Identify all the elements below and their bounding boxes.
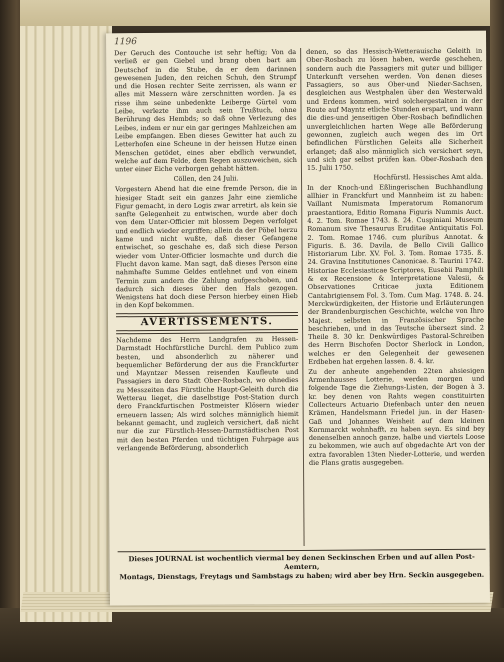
advertisement-paragraph: Nachdeme des Herrn Landgrafen zu Hessen-Darmstadt Hochfürstliche Durchl. dem Publico zum besten, und absonderlich zu näherer und bequemlicher Beförderung der aus die Franckfurter und Mayntzer Messen reisenden Kaufleute und Passagiers in dero Stadt Ober-Rosbach, wo ohnedies zu Messzeiten das Fürstliche Haupt-Geleith durch die Wetterau lieget, die daselbstige Post-Station durch dero Franckfurtischen Postmeister Klösern wieder erneuern lassen; Als wird solches männiglich hiemit bekannt gemacht, und zugleich versichert, daß nicht nur die zur Fürstlich-Hessen-Darmstädtischen Post mit den besten Pferden und tüchtigen Fuhrpage aus verlangende Beförderung, absonderlich	[116, 334, 299, 453]
news-paragraph: Der Geruch des Contouche ist sehr heftig; Von da verließ er gen Giebel und brang oben bart am Deutschof in die Stube, da er dem darinnen gewesenen Juden, den reichen Schuh, den Strumpf und die Hosen rechter Seite zerrissen, als wann er alles mit Messern wäre zerschnitten worden. Ja es risse ihm seine unbedenkte Leiberge Gürtel vom Leibe, verlezte ihm auch sein Trußtuch, ohne Berührung des Hembds; so daß ohne Verlezung des Leibes, indem er nur ein gar geringes Mahlzeichen am Leibe empfangen. Eben dieses Gewitter hat auch zu Letterhofen eine Scheune in der heissen Hutze einen Menschen getödet, eines aber ebdlich verwundet, welche auf dem Felde, dem Regen auszuweichen, sich unter einer Eiche verborgen gehabt hätten.	[114, 48, 297, 174]
news-paragraph: Vorgestern Abend hat die eine fremde Person, die in hiesiger Stadt seit ein ganzes Jahr eine ziemliche Figur gemacht, in dero Logis zwar arretirt, als kein sie sanfte Gelegenheit zu entwischen, wurde aber doch von dem Unter-Officier mit blossem Degen verfolget und endlich wieder ergriffen; allein da der Pöbel herzu kame und nicht wußte, daß dieser Gefangene entwischet, so geschahe es, daß sich diese Person wieder vom Unter-Officier losmachte und durch die Flucht davon kame. Man sagt, daß dieses Person eine nahmhafte Summe Geldes entlehnet und von einem Termin zum andern die Zahlung aufgeschoben, und dadurch sich dieses über den Hals gezogen. Wenigstens hat doch diese Person hierbey einen Hieb in den Kopf bekommen.	[115, 184, 298, 310]
signature-line: Hochfürstl. Hessisches Amt alda.	[373, 172, 484, 182]
newspaper-page	[106, 31, 490, 606]
section-divider	[116, 329, 298, 334]
page-stack-edges	[20, 26, 112, 622]
dateline: Cöllen, den 24 Julii.	[173, 174, 239, 183]
journal-footer	[118, 549, 486, 583]
footer-line-1: Dieses JOURNAL ist wochentlich viermal bey denen Seckinschen Erben und auf allen Post-Aemtern,	[128, 552, 475, 572]
right-column	[306, 47, 485, 469]
advertisement-paragraph: denen, so das Hessisch-Wetterauische Geleith in Ober-Rosbach zu lösen haben, werde geschehen, sondern auch die Passagiers mit guter und billiger Unterkunft versehen werden. Von denen dieses Passagiers, so aus Ober-und Nieder-Sachsen, desgleichen aus Westphalen über den Westerwald und Erdens kommen, wird solchergestalten in der Route auf Mayntz etliche Stunden erspart, und wann die dies-und jenseitigen Ober-Rosbach befindlichen unvergleichlichen harten Wege alle Beförderung gewonnen, zugleich auch wegen des im Ort befindlichen Fürstlichen Geleits alle Sicherheit erlanget; daß also männiglich sich versichert seyn, und sich gar selbst prüfen kan. Ober-Rosbach den 15. Julii 1750.	[306, 46, 483, 173]
page-number: 1196	[114, 37, 138, 48]
book-cover-right	[490, 0, 504, 662]
advertisement-paragraph: In der Knoch-und Eßlingerischen Buchhandlung allhier in Franckfurt und Mannheim ist zu haben: Vaillant Numismata Imperatorum Romanorum praestantiora, Editio Romana Figuris Nummis Auct. 4. 2. Tom. Romae 1743. ß. 24. Cuspiniani Museum Romanum sive Thesaurus Eruditae Antiquitatis Fol. 2. Tom. Romae 1746. cum pluribus Annotat. & Figuris. ß. 36. Davila, de Bello Civili Gallico Historiarum Libr. XV. Fol. 3. Tom. Romae 1735. ß. 24. Gravina Institutiones Canonicae. 8. Taurini 1742. Historiae Ecclesiasticae Scriptores, Eusebii Pamphili & ex Recensione & Interpretatione Valesii, & Observationes Criticae juxta Editionem Cantabrigiensem Fol. 3. Tom. Cum Mag. 1748. ß. 24. Merckwürdigkeiten, der Historie und Erläuterungen der Brandenburgischen Geschichte, welche von Ihro Majest. selbsten in Französischer Sprache beschrieben, und in das Teutsche übersezt sind. 2 Theile 8. 30 kr. Denkwürdiges Pastoral-Schreiben des Herrn Bischofen Doctor Sherlock in London, welches er den Gelegenheit der gewesenen Erdbeben hat ergehen lassen. 8. 4. kr.	[307, 182, 485, 366]
advertisements-heading: AVERTISSEMENTS.	[140, 315, 274, 328]
book-cover-top	[20, 0, 504, 26]
advertisement-paragraph: Zu der anheute angehenden 22ten ahsiesigen Armenhausses Lotterie, werden morgen und folgende Tage die Ziehungs-Listen, der Bogen à 3. kr. bey denen von Rahts wegen constituirten Collecteurs Actuario Diefenbach unter den neuen Krämen, Handelsmann Friedel jun. in der Hasen-Gaß und Johannes Weisheit auf dem kleinen Kornmarckt wohnhafft, zu haben seyn. Es sind bey denenselben annoch ganze, halbe und viertels Loose zu bekommen, wie auch auf obgedachte Art von der extra favorablen 13ten Nieder-Lotterie, und werden die Plans gratis ausgegeben.	[308, 366, 485, 467]
column-rule	[300, 48, 304, 546]
footer-line-2: Montags, Dienstags, Freytags und Sambstags zu haben; wird aber bey Hrn. Seckin ausgegeben.	[119, 570, 485, 582]
left-column	[114, 48, 299, 454]
